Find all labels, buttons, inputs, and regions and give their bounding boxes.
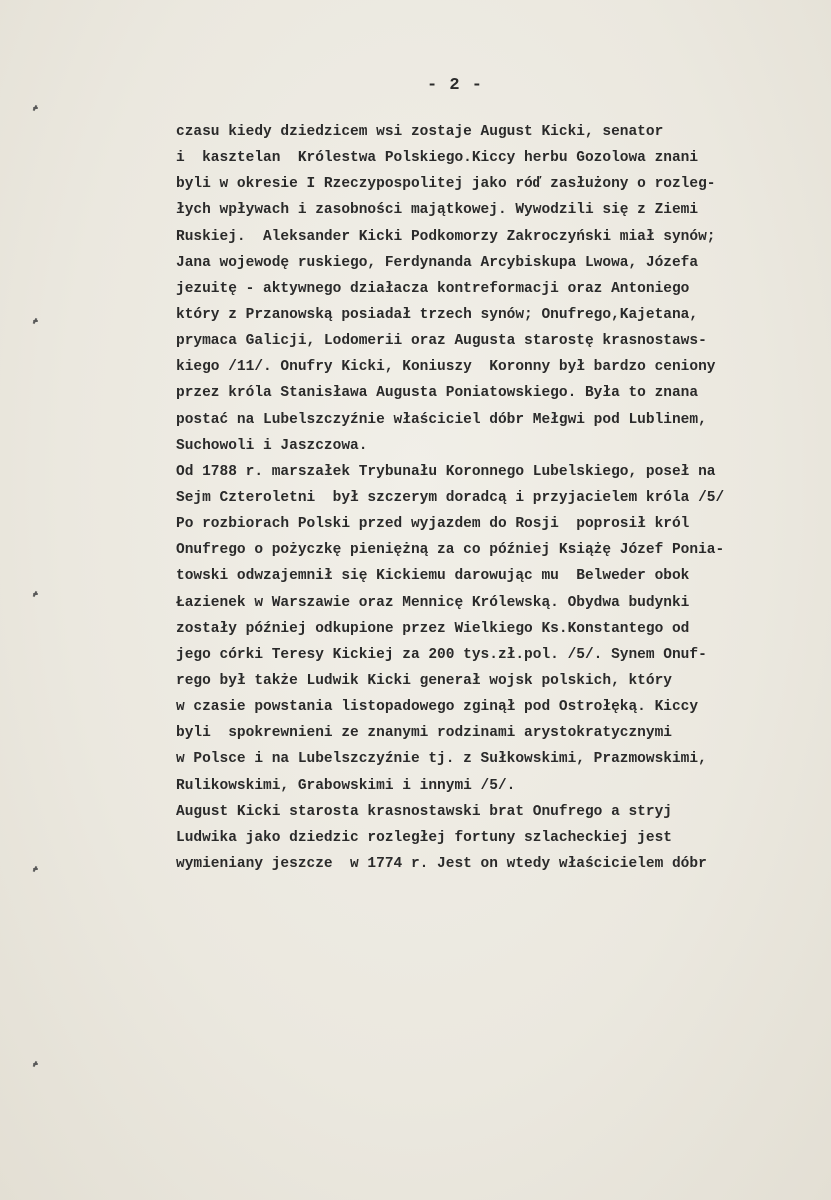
margin-mark [33, 593, 38, 595]
text-line: Łazienek w Warszawie oraz Mennicę Królewską. Obydwa budynki [176, 594, 690, 611]
text-line: jezuitę - aktywnego działacza kontreformacji oraz Antoniego [176, 280, 690, 297]
text-line: postać na Lubelszczyźnie właściciel dóbr Mełgwi pod Lublinem, [176, 411, 707, 428]
text-line: który z Przanowską posiadał trzech synów; Onufrego,Kajetana, [176, 306, 699, 323]
text-line: przez króla Stanisława Augusta Poniatowskiego. Była to znana [176, 385, 699, 402]
text-line: Jana wojewodę ruskiego, Ferdynanda Arcybiskupa Lwowa, Józefa [176, 254, 699, 271]
text-line: w Polsce i na Lubelszczyźnie tj. z Sułkowskimi, Prazmowskimi, [176, 751, 707, 768]
text-line: Od 1788 r. marszałek Trybunału Koronnego Lubelskiego, poseł na [176, 463, 716, 480]
text-line: Ruskiej. Aleksander Kicki Podkomorzy Zakroczyński miał synów; [176, 228, 716, 245]
text-line: August Kicki starosta krasnostawski brat Onufrego a stryj [176, 803, 672, 820]
text-line: jego córki Teresy Kickiej za 200 tys.zł.pol. /5/. Synem Onuf- [176, 646, 707, 663]
text-line: Suchowoli i Jaszczowa. [176, 437, 368, 454]
text-line: wymieniany jeszcze w 1774 r. Jest on wtedy właścicielem dóbr [176, 855, 707, 872]
page-number: - 2 - [427, 76, 484, 95]
margin-mark [33, 107, 38, 109]
text-line: Ludwika jako dziedzic rozległej fortuny szlacheckiej jest [176, 829, 672, 846]
text-line: Po rozbiorach Polski przed wyjazdem do Rosji poprosił król [176, 516, 690, 533]
text-line: zostały później odkupione przez Wielkiego Ks.Konstantego od [176, 620, 690, 637]
text-line: czasu kiedy dziedzicem wsi zostaje August Kicki, senator [176, 124, 664, 140]
text-line: Rulikowskimi, Grabowskimi i innymi /5/. [176, 777, 516, 794]
text-line: Sejm Czteroletni był szczerym doradcą i przyjacielem króla /5/ [176, 489, 725, 506]
text-line: i kasztelan Królestwa Polskiego.Kiccy herbu Gozolowa znani [176, 150, 699, 167]
text-line: Onufrego o pożyczkę pieniężną za co później Książę Józef Ponia- [176, 542, 725, 559]
text-line: byli spokrewnieni ze znanymi rodzinami arystokratycznymi [176, 725, 672, 742]
margin-mark [33, 320, 38, 322]
text-line: prymaca Galicji, Lodomerii oraz Augusta starostę krasnostaws- [176, 333, 707, 350]
text-line: w czasie powstania listopadowego zginął pod Ostrołęką. Kiccy [176, 699, 699, 716]
text-line: towski odwzajemnił się Kickiemu darowując mu Belweder obok [176, 568, 690, 585]
margin-mark [33, 1063, 38, 1065]
margin-mark [33, 868, 38, 870]
text-line: rego był także Ludwik Kicki generał wojsk polskich, który [176, 672, 672, 689]
text-line: byli w okresie I Rzeczypospolitej jako róď zasłużony o rozleg- [176, 176, 716, 193]
text-line: łych wpływach i zasobności majątkowej. Wywodzili się z Ziemi [176, 202, 699, 219]
text-line: kiego /11/. Onufry Kicki, Koniuszy Koronny był bardzo ceniony [176, 359, 716, 376]
body-text [176, 119, 826, 877]
